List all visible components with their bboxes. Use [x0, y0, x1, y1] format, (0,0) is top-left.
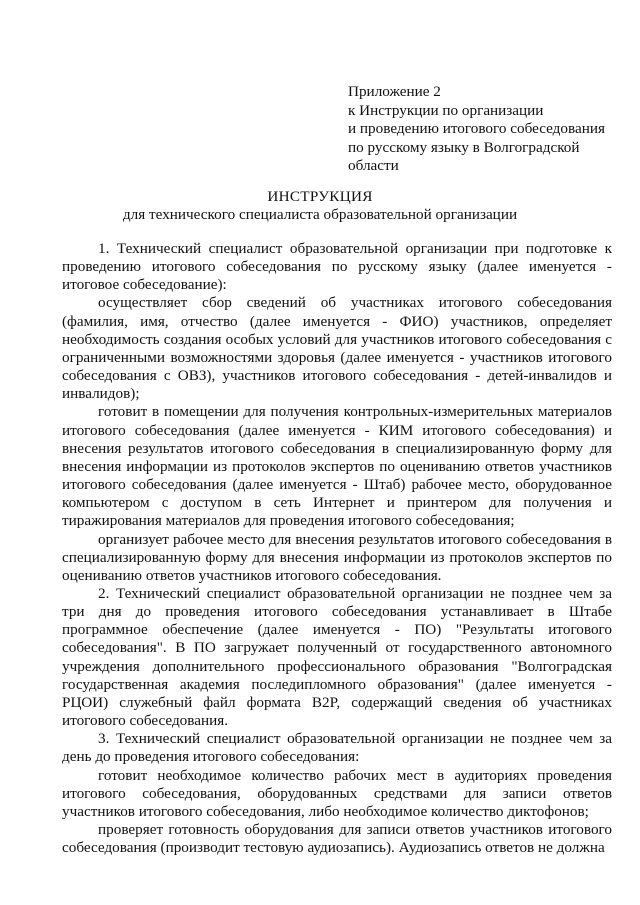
appendix-line: по русскому языку в Волгоградской — [348, 138, 580, 156]
appendix-line: и проведению итогового собеседования — [348, 120, 605, 137]
paragraph-item-2: 2. Технический специалист образовательной организации не позднее чем за три дня до проведения итогового собеседования устанавливает в Штабе программное обеспечение (далее именуется - ПО) "Результаты итогового собеседования". В ПО загружает полученный от государственного автономного учреждения дополнительного профессионального образования "Волгоградская государственная академия последипломного образования" (далее именуется - РЦОИ) служебный файл формата B2P, содержащий сведения об участниках итогового собеседования. — [62, 584, 612, 730]
appendix-line: Приложение 2 — [348, 83, 441, 100]
document-subtitle: для технического специалиста образовательной организации — [122, 206, 518, 223]
paragraph-item-3-prepare: готовит необходимое количество рабочих мест в аудиториях проведения итогового собеседования, оборудованных средствами для записи ответов участников итогового собеседования, либо необходимое количество диктофонов; — [62, 766, 612, 820]
appendix-line: к Инструкции по организации — [348, 101, 544, 119]
appendix-note — [348, 83, 628, 176]
paragraph-item-1-prepare: готовит в помещении для получения контрольных-измерительных материалов итогового собеседования (далее именуется - КИМ итогового собеседования) и внесения результатов итогового собеседования в специализированную форму для внесения информации из протоколов экспертов по оцениванию ответов участников итогового собеседования (далее именуется - Штаб) рабочее место, оборудованное компьютером с доступом в сеть Интернет и принтером для получения и тиражирования материалов для проведения итогового собеседования; — [62, 403, 612, 530]
document-title: ИНСТРУКЦИЯ — [267, 188, 373, 205]
paragraph-item-3-check: проверяет готовность оборудования для записи ответов участников итогового собеседования (производит тестовую аудиозапись). Аудиозапись ответов не должна — [62, 821, 612, 857]
paragraph-item-1: 1. Технический специалист образовательной организации при подготовке к проведению итогового собеседования по русскому языку (далее именуется - итоговое собеседование): — [62, 240, 612, 294]
paragraph-item-3: 3. Технический специалист образовательной организации не позднее чем за день до проведения итогового собеседования: — [62, 730, 612, 766]
paragraph-item-1-organize: организует рабочее место для внесения результатов итогового собеседования в специализированную форму для внесения информации из протоколов экспертов по оцениванию ответов участников итогового собеседования. — [62, 530, 612, 584]
appendix-line: области — [348, 157, 399, 174]
document-body — [62, 240, 612, 857]
paragraph-item-1-collect: осуществляет сбор сведений об участниках итогового собеседования (фамилия, имя, отчество (далее именуется - ФИО) участников, определяет необходимость создания особых условий для участников итогового собеседования с ограниченными возможностями здоровья (далее именуется - участников итогового собеседования с ОВЗ), участников итогового собеседования - детей-инвалидов и инвалидов); — [62, 294, 612, 403]
